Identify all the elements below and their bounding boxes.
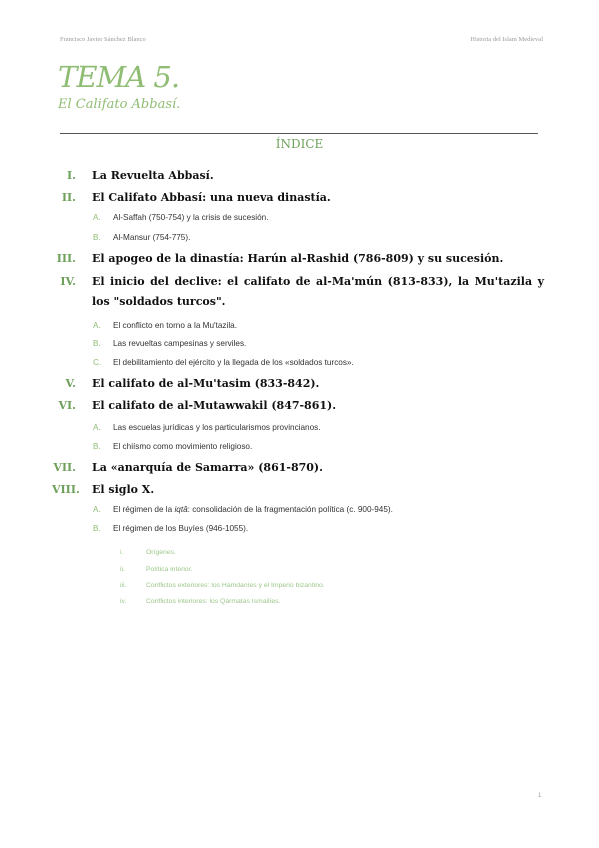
subsection-letter: B. — [93, 339, 101, 348]
section-title: El inicio del declive: el califato de al-Ma'mún (813-833), la Mu'tazila y los "soldados turcos". — [92, 275, 544, 308]
title-divider — [60, 133, 538, 134]
subsection-title-text: : consolidación de la fragmentación política (c. 900-945). — [187, 505, 393, 514]
subsection-letter: B. — [93, 524, 101, 533]
section-title: El siglo X. — [92, 483, 155, 496]
subsection-title: El debilitamiento del ejército y la llegada de los «soldados turcos». — [113, 358, 354, 367]
subsection-title: El régimen de los Buyíes (946-1055). — [113, 524, 249, 533]
subsection-letter: B. — [93, 442, 101, 451]
subsection-letter: A. — [93, 505, 101, 514]
subsection-title: Al-Mansur (754-775). — [113, 233, 191, 242]
section-number: III. — [56, 252, 76, 265]
page-number: 1 — [538, 793, 542, 799]
section-number: I. — [67, 169, 76, 182]
page-title: TEMA 5. — [58, 60, 180, 94]
subsubsection-number: i. — [120, 549, 124, 556]
page-subtitle: El Califato Abbasí. — [58, 97, 181, 112]
section-title: La «anarquía de Samarra» (861-870). — [92, 461, 323, 474]
section-number: V. — [65, 377, 76, 390]
subsection-title: Las escuelas jurídicas y los particularismos provincianos. — [113, 423, 321, 432]
section-number: VI. — [58, 399, 76, 412]
subsubsection-title: Orígenes. — [146, 549, 176, 556]
subsubsection-number: iv. — [120, 598, 127, 605]
subsection-title: El conflicto en torno a la Mu'tazila. — [113, 321, 237, 330]
subsubsection-title: Política interior. — [146, 566, 193, 573]
subsubsection-number: ii. — [120, 566, 125, 573]
running-header-author: Francisco Javier Sánchez Blanco — [60, 36, 146, 43]
section-number: VIII. — [52, 483, 80, 496]
section-title: El califato de al-Mutawwakil (847-861). — [92, 399, 337, 412]
subsubsection-title: Conflictos interiores: los Qármatas Ismailíes. — [146, 598, 281, 605]
subsubsection-number: iii. — [120, 582, 127, 589]
subsection-letter: A. — [93, 213, 101, 222]
subsection-letter: C. — [93, 358, 102, 367]
subsection-title: El chiísmo como movimiento religioso. — [113, 442, 253, 451]
subsection-letter: A. — [93, 423, 101, 432]
section-title: La Revuelta Abbasí. — [92, 169, 214, 182]
subsection-title: Al-Saffah (750-754) y la crisis de sucesión. — [113, 213, 269, 222]
section-title: El apogeo de la dinastía: Harún al-Rashid (786-809) y su sucesión. — [92, 252, 504, 265]
subsection-title: Las revueltas campesinas y serviles. — [113, 339, 247, 348]
subsection-letter: B. — [93, 233, 101, 242]
subsubsection-title: Conflictos exteriores: los Hamdaníes y el Imperio bizantino. — [146, 582, 325, 589]
section-number: II. — [61, 191, 76, 204]
subsection-letter: A. — [93, 321, 101, 330]
subsection-title-text: El régimen de la — [113, 505, 175, 514]
section-number: IV. — [60, 275, 76, 288]
section-number: VII. — [53, 461, 76, 474]
section-title: El Califato Abbasí: una nueva dinastía. — [92, 191, 331, 204]
section-title: El califato de al-Mu'tasim (833-842). — [92, 377, 320, 390]
subsection-title — [113, 504, 393, 516]
running-header-course: Historia del Islam Medieval — [470, 36, 543, 43]
subsection-title-italic: iqtâ — [174, 505, 188, 514]
index-heading: ÍNDICE — [275, 137, 324, 151]
